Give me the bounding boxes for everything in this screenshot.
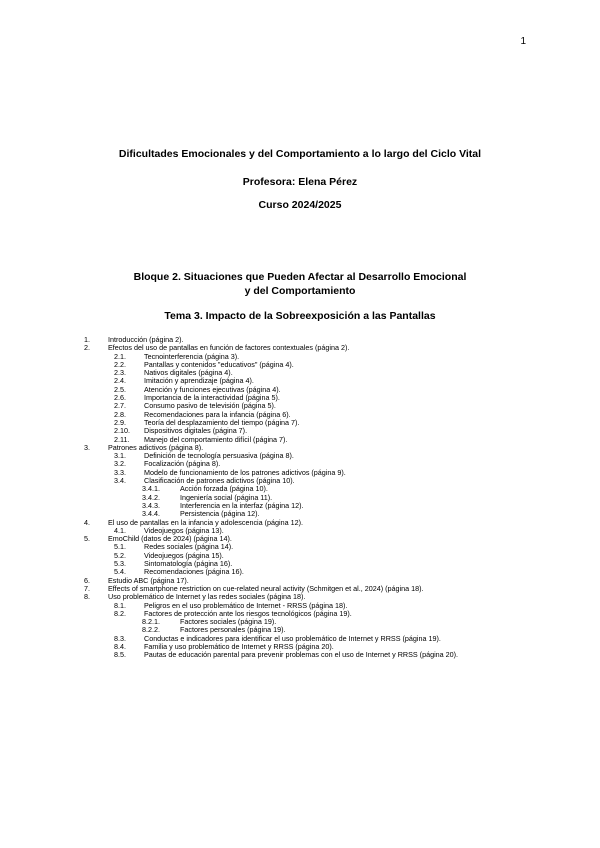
toc-item-number: 3.4.1.: [142, 484, 160, 494]
toc-item-number: 8.4.: [114, 641, 126, 651]
toc-item-number: 5.1.: [114, 542, 126, 552]
toc-item-text: Ingeniería social (página 11).: [180, 492, 273, 502]
toc-item-number: 5.: [84, 534, 90, 544]
toc-item-number: 2.6.: [114, 393, 126, 403]
toc-item-number: 8.3.: [114, 633, 126, 643]
toc-item-number: 8.2.2.: [142, 625, 160, 635]
toc-item-text: Focalización (página 8).: [144, 459, 221, 469]
toc-item-text: Redes sociales (página 14).: [144, 542, 234, 552]
toc-item-text: Estudio ABC (página 17).: [108, 575, 189, 585]
toc-item-text: Consumo pasivo de televisión (página 5).: [144, 401, 276, 411]
toc-item-text: Videojuegos (página 15).: [144, 550, 224, 560]
toc-item-text: Peligros en el uso problemático de Internet - RRSS (página 18).: [144, 600, 348, 610]
toc-item-text: Interferencia en la interfaz (página 12).: [180, 500, 304, 510]
toc-item-number: 5.2.: [114, 550, 126, 560]
toc-item-number: 8.5.: [114, 650, 126, 660]
toc-item-number: 2.3.: [114, 368, 126, 378]
toc-item-text: Manejo del comportamiento difícil (página 7).: [144, 434, 288, 444]
toc-item-number: 3.4.2.: [142, 492, 160, 502]
toc-item-text: Familia y uso problemático de Internet y RRSS (página 20).: [144, 641, 334, 651]
toc-item-number: 2.2.: [114, 359, 126, 369]
toc-item-text: Pantallas y contenidos "educativos" (página 4).: [144, 359, 294, 369]
toc-item-number: 2.5.: [114, 384, 126, 394]
toc-item-number: 6.: [84, 575, 90, 585]
toc-item-number: 3.3.: [114, 467, 126, 477]
toc-item-text: Uso problemático de Internet y las redes sociales (página 18).: [108, 592, 306, 602]
toc-item-text: Recomendaciones (página 16).: [144, 567, 244, 577]
toc-item: [84, 651, 524, 659]
toc-item-number: 8.2.: [114, 608, 126, 618]
toc-item-number: 3.: [84, 442, 90, 452]
toc-item-text: Persistencia (página 12).: [180, 509, 260, 519]
toc-item-number: 2.: [84, 343, 90, 353]
toc-item-number: 2.1.: [114, 351, 126, 361]
toc-item-text: Imitación y aprendizaje (página 4).: [144, 376, 254, 386]
toc-item-number: 3.4.3.: [142, 500, 160, 510]
toc-item-number: 2.9.: [114, 417, 126, 427]
toc-item-text: Factores de protección ante los riesgos tecnológicos (página 19).: [144, 608, 352, 618]
toc-item-text: Factores personales (página 19).: [180, 625, 286, 635]
toc-item-number: 7.: [84, 583, 90, 593]
toc-item-number: 5.3.: [114, 559, 126, 569]
toc-item-text: Sintomatología (página 16).: [144, 559, 233, 569]
table-of-contents: [84, 336, 524, 660]
block-title-line-2: y del Comportamiento: [244, 285, 356, 297]
toc-item-number: 2.7.: [114, 401, 126, 411]
toc-item-text: Patrones adictivos (página 8).: [108, 442, 204, 452]
toc-item-number: 2.8.: [114, 409, 126, 419]
toc-item-number: 4.: [84, 517, 90, 527]
toc-item-text: Dispositivos digitales (página 7).: [144, 426, 248, 436]
page-number: 1: [520, 36, 526, 47]
toc-item-text: Pautas de educación parental para prevenir problemas con el uso de Internet y RRSS (página 20).: [144, 650, 459, 660]
toc-item-text: Definición de tecnología persuasiva (página 8).: [144, 451, 294, 461]
toc-item-number: 3.1.: [114, 451, 126, 461]
toc-item-text: Efectos del uso de pantallas en función de factores contextuales (página 2).: [108, 343, 350, 353]
toc-item-text: Clasificación de patrones adictivos (página 10).: [144, 476, 295, 486]
toc-item-number: 8.2.1.: [142, 617, 160, 627]
toc-item-text: Acción forzada (página 10).: [180, 484, 268, 494]
theme-title: Tema 3. Impacto de la Sobreexposición a las Pantallas: [164, 310, 436, 322]
toc-item-text: Nativos digitales (página 4).: [144, 368, 233, 378]
toc-item-text: Factores sociales (página 19).: [180, 617, 277, 627]
toc-item-text: EmoChild (datos de 2024) (página 14).: [108, 534, 232, 544]
toc-item-number: 2.11.: [114, 434, 130, 444]
toc-item-number: 4.1.: [114, 525, 126, 535]
toc-item-number: 8.1.: [114, 600, 126, 610]
toc-item-text: Conductas e indicadores para identificar el uso problemático de Internet y RRSS (página 19).: [144, 633, 441, 643]
toc-item-number: 8.: [84, 592, 90, 602]
toc-item-number: 2.10.: [114, 426, 130, 436]
block-title-line-1: Bloque 2. Situaciones que Pueden Afectar al Desarrollo Emocional: [133, 271, 467, 283]
toc-item-text: Effects of smartphone restriction on cue-related neural activity (Schmitgen et al., 2024) (página 18).: [108, 583, 424, 593]
toc-item-number: 3.4.4.: [142, 509, 160, 519]
document-title: Dificultades Emocionales y del Comportamiento a lo largo del Ciclo Vital: [118, 148, 482, 160]
toc-item-text: Recomendaciones para la infancia (página 6).: [144, 409, 291, 419]
toc-item-text: Tecnointerferencia (página 3).: [144, 351, 240, 361]
block-title: [0, 270, 600, 298]
toc-item-number: 3.2.: [114, 459, 126, 469]
toc-item-text: Introducción (página 2).: [108, 335, 184, 344]
toc-item-text: Videojuegos (página 13).: [144, 525, 224, 535]
toc-item-text: Modelo de funcionamiento de los patrones adictivos (página 9).: [144, 467, 346, 477]
toc-item-text: El uso de pantallas en la infancia y adolescencia (página 12).: [108, 517, 303, 527]
toc-item-text: Teoría del desplazamiento del tiempo (página 7).: [144, 417, 300, 427]
teacher-name: Profesora: Elena Pérez: [242, 176, 358, 188]
course-year: Curso 2024/2025: [258, 199, 342, 211]
toc-item-number: 3.4.: [114, 476, 126, 486]
toc-item-text: Atención y funciones ejecutivas (página 4).: [144, 384, 281, 394]
toc-item-number: 2.4.: [114, 376, 126, 386]
toc-item-number: 1.: [84, 335, 90, 344]
toc-item-number: 5.4.: [114, 567, 126, 577]
toc-item-text: Importancia de la interactividad (página 5).: [144, 393, 280, 403]
